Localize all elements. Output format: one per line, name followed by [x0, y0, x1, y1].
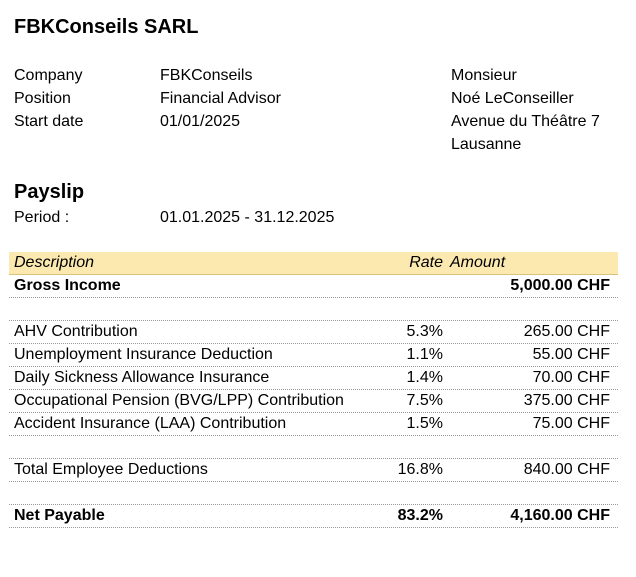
deduction-rate: 1.1%: [406, 346, 443, 363]
gross-description: Gross Income: [14, 277, 121, 294]
deduction-amount: 70.00 CHF: [532, 369, 610, 386]
gross-amount: 5,000.00 CHF: [510, 277, 610, 294]
table-row: [9, 390, 618, 413]
info-label-position: Position: [14, 90, 71, 107]
deduction-rate: 5.3%: [406, 323, 443, 340]
total-deductions-rate: 16.8%: [397, 461, 443, 478]
net-description: Net Payable: [14, 507, 105, 524]
deduction-amount: 375.00 CHF: [523, 392, 610, 409]
table-row: [9, 344, 618, 367]
address-salutation: Monsieur: [451, 67, 517, 84]
table-spacer: [9, 298, 618, 321]
period-value: 01.01.2025 - 31.12.2025: [160, 209, 335, 226]
deduction-description: Unemployment Insurance Deduction: [14, 346, 273, 363]
deduction-amount: 55.00 CHF: [532, 346, 610, 363]
table-row: [9, 367, 618, 390]
total-deductions-row: [9, 459, 618, 482]
table-spacer: [9, 482, 618, 505]
header-amount: Amount: [450, 254, 506, 271]
total-deductions-amount: 840.00 CHF: [523, 461, 610, 478]
company-title: FBKConseils SARL: [14, 16, 199, 38]
deduction-amount: 265.00 CHF: [523, 323, 610, 340]
table-row: [9, 413, 618, 436]
header-rate: Rate: [409, 254, 443, 271]
period-label: Period :: [14, 209, 70, 226]
deduction-rate: 1.5%: [406, 415, 443, 432]
header-description: Description: [14, 254, 95, 271]
table-header: [9, 252, 618, 275]
payslip-table: [9, 252, 618, 528]
deduction-rate: 1.4%: [406, 369, 443, 386]
net-amount: 4,160.00 CHF: [510, 507, 610, 524]
deduction-rate: 7.5%: [406, 392, 443, 409]
gross-income-row: [9, 275, 618, 298]
address-street: Avenue du Théâtre 7: [451, 113, 600, 130]
info-value-position: Financial Advisor: [160, 90, 281, 107]
info-label-company: Company: [14, 67, 83, 84]
net-payable-row: [9, 505, 618, 528]
table-row: [9, 321, 618, 344]
table-spacer: [9, 436, 618, 459]
deduction-description: AHV Contribution: [14, 323, 138, 340]
deduction-description: Daily Sickness Allowance Insurance: [14, 369, 270, 386]
address-city: Lausanne: [451, 136, 522, 153]
info-value-start-date: 01/01/2025: [160, 113, 241, 130]
deduction-amount: 75.00 CHF: [532, 415, 610, 432]
address-name: Noé LeConseiller: [451, 90, 574, 107]
deduction-description: Occupational Pension (BVG/LPP) Contribution: [14, 392, 344, 409]
info-label-start-date: Start date: [14, 113, 84, 130]
payslip-title: Payslip: [14, 181, 85, 203]
info-value-company: FBKConseils: [160, 67, 253, 84]
net-rate: 83.2%: [397, 507, 443, 524]
total-deductions-description: Total Employee Deductions: [14, 461, 208, 478]
deduction-description: Accident Insurance (LAA) Contribution: [14, 415, 287, 432]
